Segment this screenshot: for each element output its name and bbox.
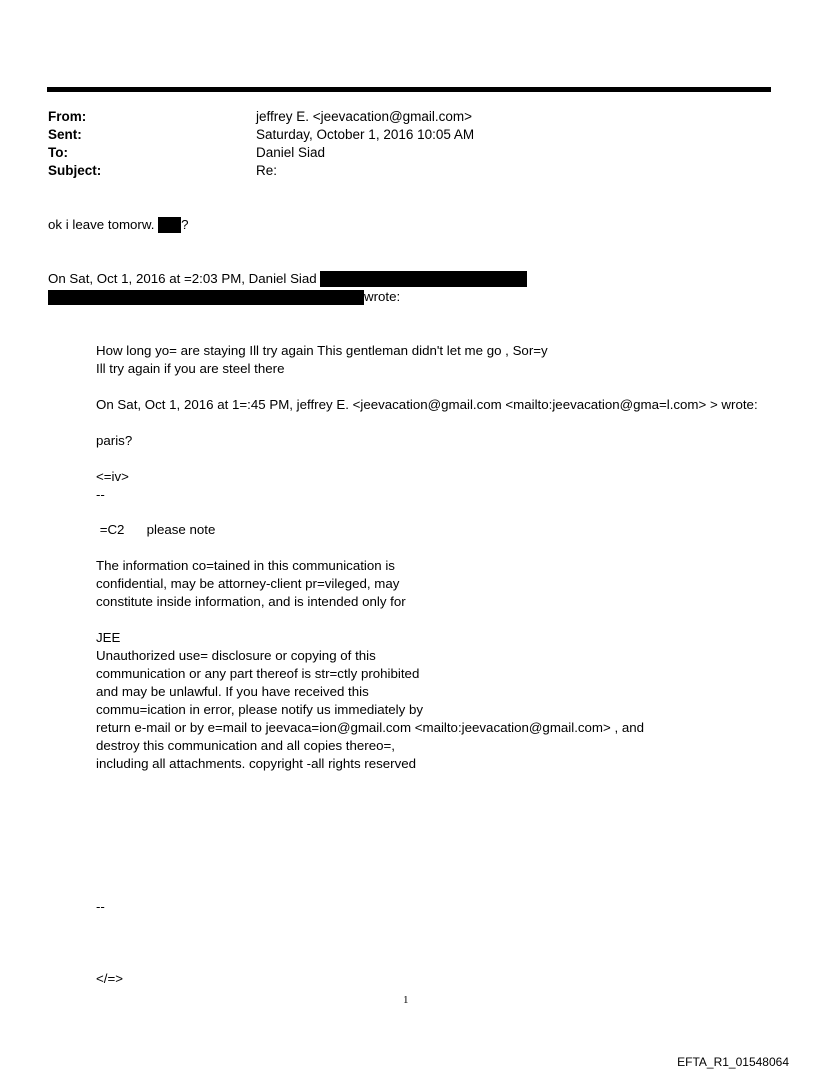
quote-intro-line <box>48 270 527 288</box>
quoted-line: -- <box>96 487 105 502</box>
quoted-line: constitute inside information, and is intended only for <box>96 594 406 609</box>
quoted-line: including all attachments. copyright -all rights reserved <box>96 756 417 771</box>
quoted-line: =C2 please note <box>96 522 216 537</box>
to-label: To: <box>48 145 68 160</box>
subject-value: Re: <box>256 163 278 178</box>
quoted-line: How long yo= are staying Ill try again This gentleman didn't let me go , Sor=y <box>96 343 548 358</box>
redaction-block <box>158 217 181 233</box>
redaction-block <box>320 271 527 287</box>
header-rule <box>47 87 771 92</box>
quote-wrote-line <box>48 288 400 306</box>
quoted-line: communication or any part thereof is str=ctly prohibited <box>96 666 420 681</box>
quoted-intro-line: On Sat, Oct 1, 2016 at 1=:45 PM, jeffrey E. <jeevacation@gmail.com <mailto:jeevacation@gma=l.com> > wrote: <box>96 397 758 412</box>
quoted-line: return e-mail or by e=mail to jeevaca=ion@gmail.com <mailto:jeevacation@gmail.com> , and <box>96 720 645 735</box>
quoted-line: Ill try again if you are steel there <box>96 361 285 376</box>
quote-intro-text: On Sat, Oct 1, 2016 at =2:03 PM, Daniel Siad <box>48 271 321 286</box>
from-label: From: <box>48 109 87 124</box>
redaction-block <box>48 290 364 305</box>
document-id: EFTA_R1_01548064 <box>677 1055 789 1069</box>
reply-line <box>48 216 189 234</box>
reply-text: ok i leave tomorw. <box>48 217 159 232</box>
quoted-line: -- <box>96 899 105 914</box>
to-value: Daniel Siad <box>256 145 326 160</box>
sent-label: Sent: <box>48 127 82 142</box>
quoted-line: and may be unlawful. If you have received this <box>96 684 369 699</box>
quoted-line: destroy this communication and all copies thereo=, <box>96 738 395 753</box>
reply-suffix: ? <box>181 217 189 232</box>
quoted-line: The information co=tained in this communication is <box>96 558 395 573</box>
page-number: 1 <box>403 994 409 1006</box>
quote-wrote-text: wrote: <box>364 289 401 304</box>
subject-label: Subject: <box>48 163 102 178</box>
quoted-line: paris? <box>96 433 133 448</box>
from-value: jeffrey E. <jeevacation@gmail.com> <box>256 109 473 124</box>
quoted-line: <=iv> <box>96 469 129 484</box>
sent-value: Saturday, October 1, 2016 10:05 AM <box>256 127 475 142</box>
quoted-line: </=> <box>96 971 123 986</box>
quoted-line: confidential, may be attorney-client pr=vileged, may <box>96 576 400 591</box>
quoted-line: Unauthorized use= disclosure or copying of this <box>96 648 376 663</box>
quoted-line: JEE <box>96 630 121 645</box>
quoted-line: commu=ication in error, please notify us immediately by <box>96 702 424 717</box>
